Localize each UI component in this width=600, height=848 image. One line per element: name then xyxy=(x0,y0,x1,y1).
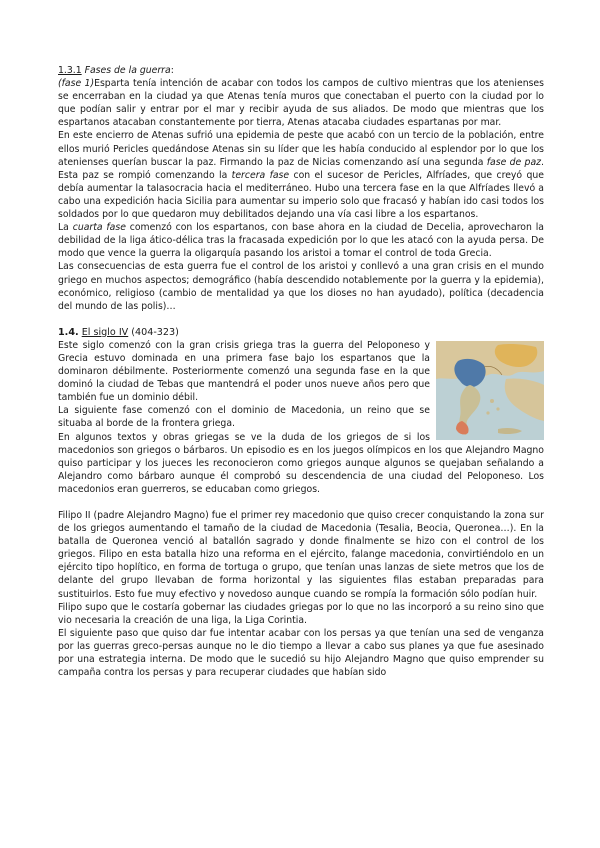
map-illustration xyxy=(436,341,544,440)
section-heading-1-3-1 xyxy=(58,64,544,77)
paragraph-filipo-ii: Filipo II (padre Alejandro Magno) fue el primer rey macedonio que quiso crecer conquistando la zona sur de los griegos aumentando el tamaño de la ciudad de Macedonia (Tesalia, Beocia, Queronea…). En la batalla de Queronea venció al batallón sagrado y donde finalmente se hizo con el control de los griegos. Filipo en esta batalla hizo una reforma en el ejército, falange macedonia, convirtiéndolo en un ejército tipo hoplítico, en forma de tortuga o grupo, que tenían unas lanzas de siete metros que los de delante del grupo llevaban de forma horizontal y las siguientes filas estaban preparadas para sustituirlos. Esto fue muy efectivo y novedoso aunque cuando se rompía la formación sólo podían huir. xyxy=(58,510,544,600)
paragraph-alejandro: El siguiente paso que quiso dar fue intentar acabar con los persas ya que tenían una sed de venganza por las guerras greco-persas aunque no le dio tiempo a llevar a cabo sus planes ya que fue asesinado por una estrategia interna. De modo que le sucedió su hijo Alejandro Magno que quiso emprender su campaña contra los persas y para recuperar ciudades que habían sido xyxy=(58,627,544,679)
paragraph-liga-corintia: Filipo supo que le costaría gobernar las ciudades griegas por lo que no las incorporó a su reino sino que vio necesaria la creación de una liga, la Liga Corintia. xyxy=(58,601,544,626)
paragraph-text: comenzó con los espartanos, con base ahora en la ciudad de Decelia, aprovecharon la debilidad de la liga ático-délica tras la fracasada expedición por lo que les atacó con la ayuda persa. De modo que vence la guerra la oligarquía pasando los aristoi a tomar el control de toda Grecia. xyxy=(58,222,544,260)
paragraph-griegos-barbaros: En algunos textos y obras griegas se ve la duda de los griegos de si los macedonios son griegos o bárbaros. Un episodio es en los juegos olímpicos en los que Alejandro Magno quiso participar y los jueces les reconocieron como griegos aunque algunos se quejaban señalando a Alejandro como bárbaro aunque él comprobó su descendencia de una ciudad del Peloponeso. Los macedonios eran guerreros, se educaban como griegos. xyxy=(58,431,544,495)
map-of-greece-image xyxy=(436,341,544,440)
section-title: El siglo IV xyxy=(81,326,129,338)
section-number: 1.4. xyxy=(58,326,79,338)
paragraph-text: Esparta tenía intención de acabar con todos los campos de cultivo mientras que los atenienses se encerraban en la ciudad ya que Atenas tenía muros que conectaban el puerto con la ciudad por lo que podían salir y entrar por el mar y recibir ayuda de sus aliados. De modo que mientras que los espartanos atacaban constantemente por tierra, Atenas atacaba ciudades espartanas por mar. xyxy=(58,78,544,129)
section-years: (404-323) xyxy=(131,326,179,338)
paragraph-text: . Esta paz se rompió comenzando la xyxy=(58,156,545,181)
phase-label: cuarta fase xyxy=(72,222,126,234)
phase-label: (fase 1) xyxy=(58,78,95,90)
island xyxy=(486,411,489,414)
paragraph-consequences: Las consecuencias de esta guerra fue el control de los aristoi y conllevó a una gran crisis en el mundo griego en muchos aspectos; demográfico (había descendido notablemente por la guerra y la epidemia), económico, religioso (cambio de mentalidad ya que los dioses no han ayudado), política (decadencia del mundo de las polis)… xyxy=(58,261,544,312)
paragraph-cuarta-fase xyxy=(58,221,544,260)
section-title: Fases de la guerra xyxy=(84,65,171,76)
paragraph-macedonia: La siguiente fase comenzó con el dominio de Macedonia, un reino que se situaba al borde de la frontera griega. xyxy=(58,405,430,430)
section-number: 1.3.1 xyxy=(58,65,82,76)
phase-label: fase de paz xyxy=(486,156,542,168)
paragraph-text: En este encierro de Atenas sufrió una epidemia de peste que acabó con un tercio de la población, entre ellos murió Pericles quedándose Atenas sin su líder que les había conducido al esplendor por lo que los atenienses querían buscar la paz. Firmando la paz de Nicias comenzando así una segunda xyxy=(58,130,544,168)
section-heading-1-4 xyxy=(58,326,544,339)
paragraph-siglo-iv-intro: Este siglo comenzó con la gran crisis griega tras la guerra del Peloponeso y Grecia estuvo dominada en una primera fase bajo los espartanos que la dominaron débilmente. Posteriormente comenzó una segunda fase en la que dominó la ciudad de Tebas que mantendrá el poder unos nueve años pero que también fue un dominio débil. xyxy=(58,339,430,404)
island xyxy=(496,407,499,410)
paragraph-fase-1 xyxy=(58,77,544,129)
section-colon: : xyxy=(170,65,174,76)
island xyxy=(490,399,494,403)
paragraph-epidemic xyxy=(58,129,544,221)
paragraph-text: La xyxy=(58,222,73,234)
paragraph-text: con el sucesor de Pericles, Alfríades, que creyó que debía aumentar la talasocracia hacia el mediterráneo. Hubo una tercera fase en la que Alfríades llevó a cabo una expedición hacia Sicilia para aumentar su imperio solo que fracasó y habían ido casi todos los soldados por lo que quedaron muy debilitados dejando una vía casi libre a los espartanos. xyxy=(58,169,545,221)
phase-label: tercera fase xyxy=(231,169,290,181)
document-body xyxy=(58,64,544,679)
